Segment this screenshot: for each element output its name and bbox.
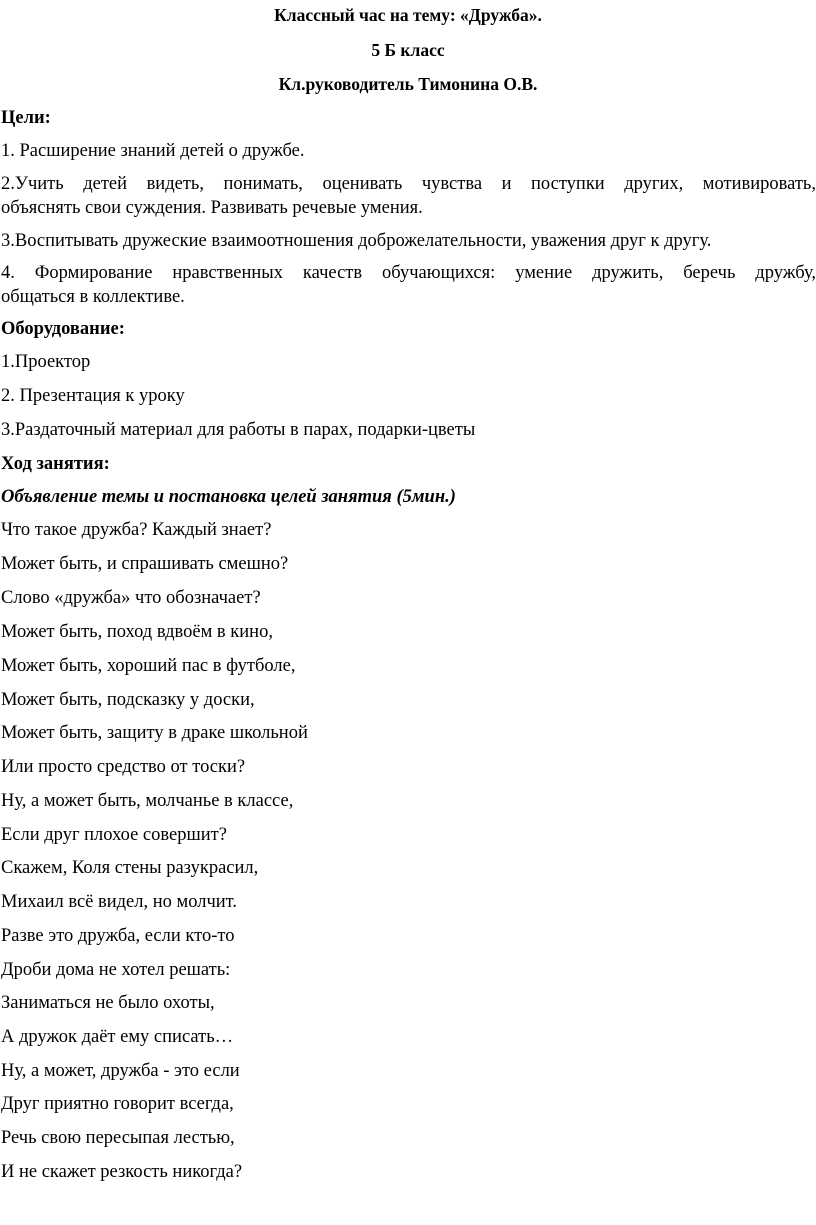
lesson-heading: Ход занятия: bbox=[1, 454, 110, 474]
equipment-heading: Оборудование: bbox=[1, 319, 125, 339]
poem-line: И не скажет резкость никогда? bbox=[1, 1162, 243, 1182]
poem-line: Может быть, и спрашивать смешно? bbox=[1, 554, 289, 574]
poem-line: Дроби дома не хотел решать: bbox=[1, 960, 231, 980]
poem-line: Разве это дружба, если кто-то bbox=[1, 926, 235, 946]
equipment-item: 3.Раздаточный материал для работы в парах, подарки-цветы bbox=[1, 420, 476, 440]
poem-line: Или просто средство от тоски? bbox=[1, 757, 246, 777]
teacher-name: Кл.руководитель Тимонина О.В. bbox=[278, 74, 538, 94]
equipment-item: 1.Проектор bbox=[1, 352, 91, 372]
lesson-subheading: Объявление темы и постановка целей занятия (5мин.) bbox=[1, 487, 456, 507]
goal-item-4-line-1: 4. Формирование нравственных качеств обучающихся: умение дружить, беречь дружбу, bbox=[1, 263, 816, 283]
poem-line: Может быть, поход вдвоём в кино, bbox=[1, 622, 273, 642]
poem-line: Ну, а может, дружба - это если bbox=[1, 1061, 240, 1081]
goal-item-4 bbox=[1, 261, 816, 309]
goal-item-2-line-1: 2.Учить детей видеть, понимать, оценивать чувства и поступки других, мотивировать, bbox=[1, 174, 816, 194]
poem-line: Может быть, хороший пас в футболе, bbox=[1, 656, 296, 676]
goal-item-4-line-2: общаться в коллективе. bbox=[1, 287, 185, 307]
poem-line: Михаил всё видел, но молчит. bbox=[1, 892, 237, 912]
goal-item-1: 1. Расширение знаний детей о дружбе. bbox=[1, 141, 305, 161]
poem-line: Может быть, подсказку у доски, bbox=[1, 690, 255, 710]
poem-line: Заниматься не было охоты, bbox=[1, 993, 215, 1013]
class-name: 5 Б класс bbox=[371, 40, 445, 60]
poem-line: Может быть, защиту в драке школьной bbox=[1, 723, 308, 743]
poem-line: Друг приятно говорит всегда, bbox=[1, 1094, 234, 1114]
poem-line: Речь свою пересыпая лестью, bbox=[1, 1128, 235, 1148]
poem-line: Если друг плохое совершит? bbox=[1, 825, 227, 845]
poem-line: А дружок даёт ему списать… bbox=[1, 1027, 234, 1047]
document-title: Классный час на тему: «Дружба». bbox=[274, 5, 542, 25]
poem-line: Ну, а может быть, молчанье в классе, bbox=[1, 791, 294, 811]
goal-item-3: 3.Воспитывать дружеские взаимоотношения доброжелательности, уважения друг к другу. bbox=[1, 231, 712, 251]
equipment-item: 2. Презентация к уроку bbox=[1, 386, 185, 406]
goal-item-2-line-2: объяснять свои суждения. Развивать речевые умения. bbox=[1, 198, 423, 218]
poem-line: Слово «дружба» что обозначает? bbox=[1, 588, 261, 608]
goals-heading: Цели: bbox=[1, 108, 51, 128]
poem-line: Скажем, Коля стены разукрасил, bbox=[1, 858, 259, 878]
goal-item-2 bbox=[1, 172, 816, 220]
poem-line: Что такое дружба? Каждый знает? bbox=[1, 520, 272, 540]
